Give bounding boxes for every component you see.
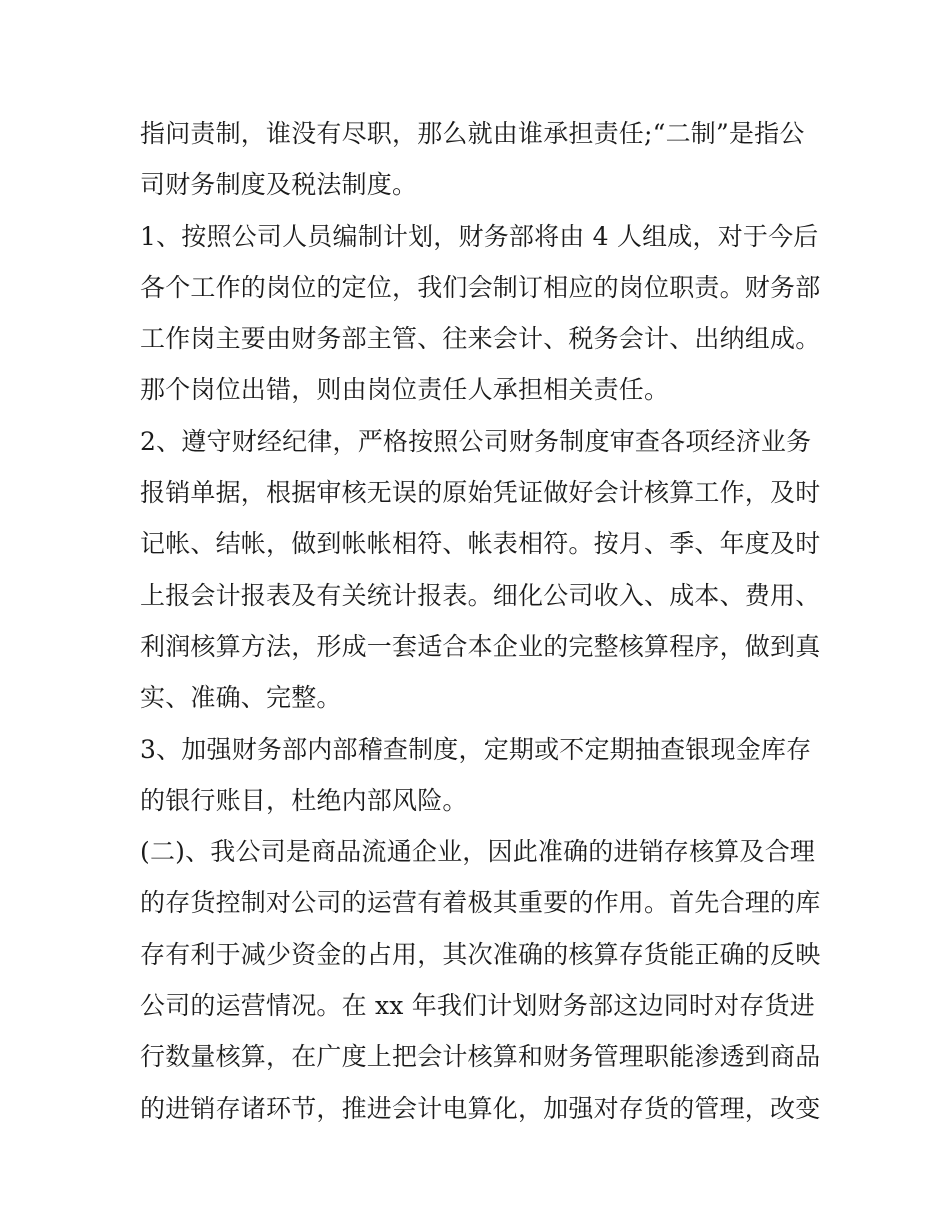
text-line: 司财务制度及税法制度。 xyxy=(140,170,418,200)
text-line: 报销单据，根据审核无误的原始凭证做好会计核算工作，及时 xyxy=(140,478,821,508)
text-line: 实、准确、完整。 xyxy=(140,683,342,713)
text-line: 3、加强财务部内部稽查制度，定期或不定期抽查银现金库存 xyxy=(140,734,812,764)
text-line: 公司的运营情况。在 xx 年我们计划财务部这边同时对存货进 xyxy=(140,991,815,1021)
text-line: 工作岗主要由财务部主管、往来会计、税务会计、出纳组成。 xyxy=(140,324,821,354)
text-line: 行数量核算，在广度上把会计核算和财务管理职能渗透到商品 xyxy=(140,1042,821,1072)
text-line: 2、遵守财经纪律，严格按照公司财务制度审查各项经济业务 xyxy=(140,426,812,456)
text-line: 的存货控制对公司的运营有着极其重要的作用。首先合理的库 xyxy=(140,888,821,918)
text-line: 指问责制，谁没有尽职，那么就由谁承担责任;“二制”是指公 xyxy=(140,119,805,148)
text-line: 利润核算方法，形成一套适合本企业的完整核算程序，做到真 xyxy=(140,631,821,661)
body-text xyxy=(140,108,820,1134)
text-line: 上报会计报表及有关统计报表。细化公司收入、成本、费用、 xyxy=(140,580,821,610)
text-line: 记帐、结帐，做到帐帐相符、帐表相符。按月、季、年度及时 xyxy=(140,529,821,559)
text-line: 各个工作的岗位的定位，我们会制订相应的岗位职责。财务部 xyxy=(140,272,821,302)
text-line: 的进销存诸环节，推进会计电算化，加强对存货的管理，改变 xyxy=(140,1093,821,1123)
text-line: 的银行账目，杜绝内部风险。 xyxy=(140,785,468,815)
text-line: (二)、我公司是商品流通企业，因此准确的进销存核算及合理 xyxy=(140,837,816,867)
text-line: 存有利于减少资金的占用，其次准确的核算存货能正确的反映 xyxy=(140,939,821,969)
text-line: 1、按照公司人员编制计划，财务部将由 4 人组成，对于今后 xyxy=(140,221,819,251)
text-line: 那个岗位出错，则由岗位责任人承担相关责任。 xyxy=(140,375,670,405)
